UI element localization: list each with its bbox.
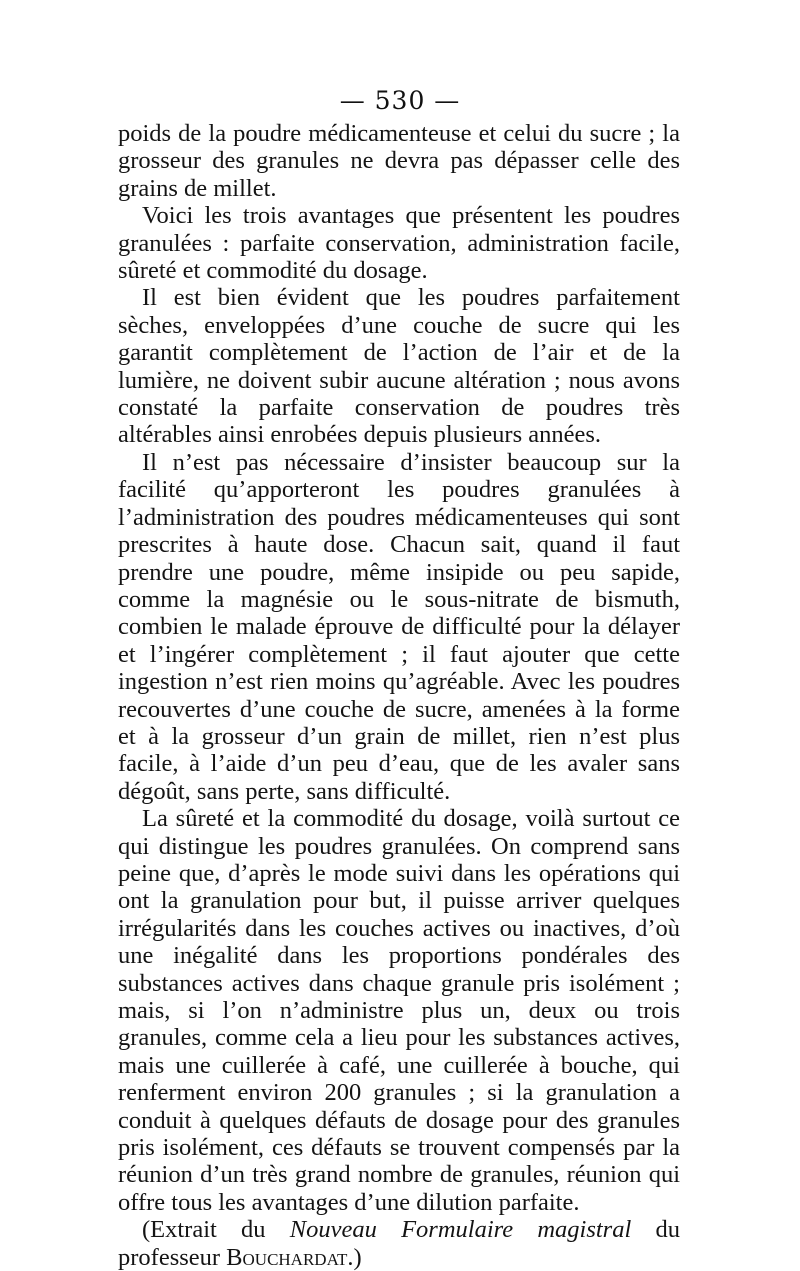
citation-source: Nouveau Formulaire magistral <box>289 1216 632 1244</box>
paragraph-5: La sûreté et la commodité du dosage, voilà surtout ce qui distingue les poudres granulées. On comprend sans peine que, d’après le mode suivi dans les opérations qui ont la granulation pour but, il puisse arriver quelques irrégularités dans les couches actives ou inactives, d’où une inégalité dans les proportions pondérales des substances actives dans chaque granule pris isolément ; mais, si l’on n’administre plus un, deux ou trois granules, comme cela a lieu pour les substances actives, mais une cuillerée à café, une cuillerée à bouche, qui renferment environ 200 granules ; si la granulation a conduit à quelques défauts de dosage pour des granules pris isolément, ces défauts se trouvent compensés par la réunion d’un très grand nombre de granules, réunion qui offre tous les avantages d’une dilution parfaite. <box>118 805 680 1216</box>
paragraph-1: poids de la poudre médicamenteuse et celui du sucre ; la grosseur des granules ne devra pas dépasser celle des grains de millet. <box>118 120 680 202</box>
paragraph-2: Voici les trois avantages que présentent les poudres granulées : parfaite conservation, administration facile, sûreté et commodité du dosage. <box>118 202 680 285</box>
citation-open: (Extrait du <box>142 1216 290 1244</box>
citation <box>118 1216 680 1271</box>
citation-close: .) <box>347 1243 362 1271</box>
citation-author: Bouchardat <box>226 1243 348 1271</box>
paragraph-4: Il n’est pas nécessaire d’insister beaucoup sur la facilité qu’apporteront les poudres granulées à l’administration des poudres médicamenteuses qui sont prescrites à haute dose. Chacun sait, quand il faut prendre une poudre, même insipide ou peu sapide, comme la magnésie ou le sous-nitrate de bismuth, combien le malade éprouve de difficulté pour la délayer et l’ingérer complètement ; il faut ajouter que cette ingestion n’est rien moins qu’agréable. Avec les poudres recouvertes d’une couche de sucre, amenées à la forme et à la grosseur d’un grain de millet, rien n’est plus facile, à l’aide d’un peu d’eau, que de les avaler sans dégoût, sans perte, sans difficulté. <box>118 448 680 805</box>
paragraph-3: Il est bien évident que les poudres parfaitement sèches, enveloppées d’une couche de sucre qui les garantit complètement de l’action de l’air et de la lumière, ne doivent subir aucune altération ; nous avons constaté la parfaite conservation de poudres très altérables ainsi enrobées depuis plusieurs années. <box>118 284 680 449</box>
page-number: — 530 — <box>339 86 461 115</box>
citation-middle: du professeur <box>118 1216 680 1271</box>
body-text <box>118 120 680 1271</box>
